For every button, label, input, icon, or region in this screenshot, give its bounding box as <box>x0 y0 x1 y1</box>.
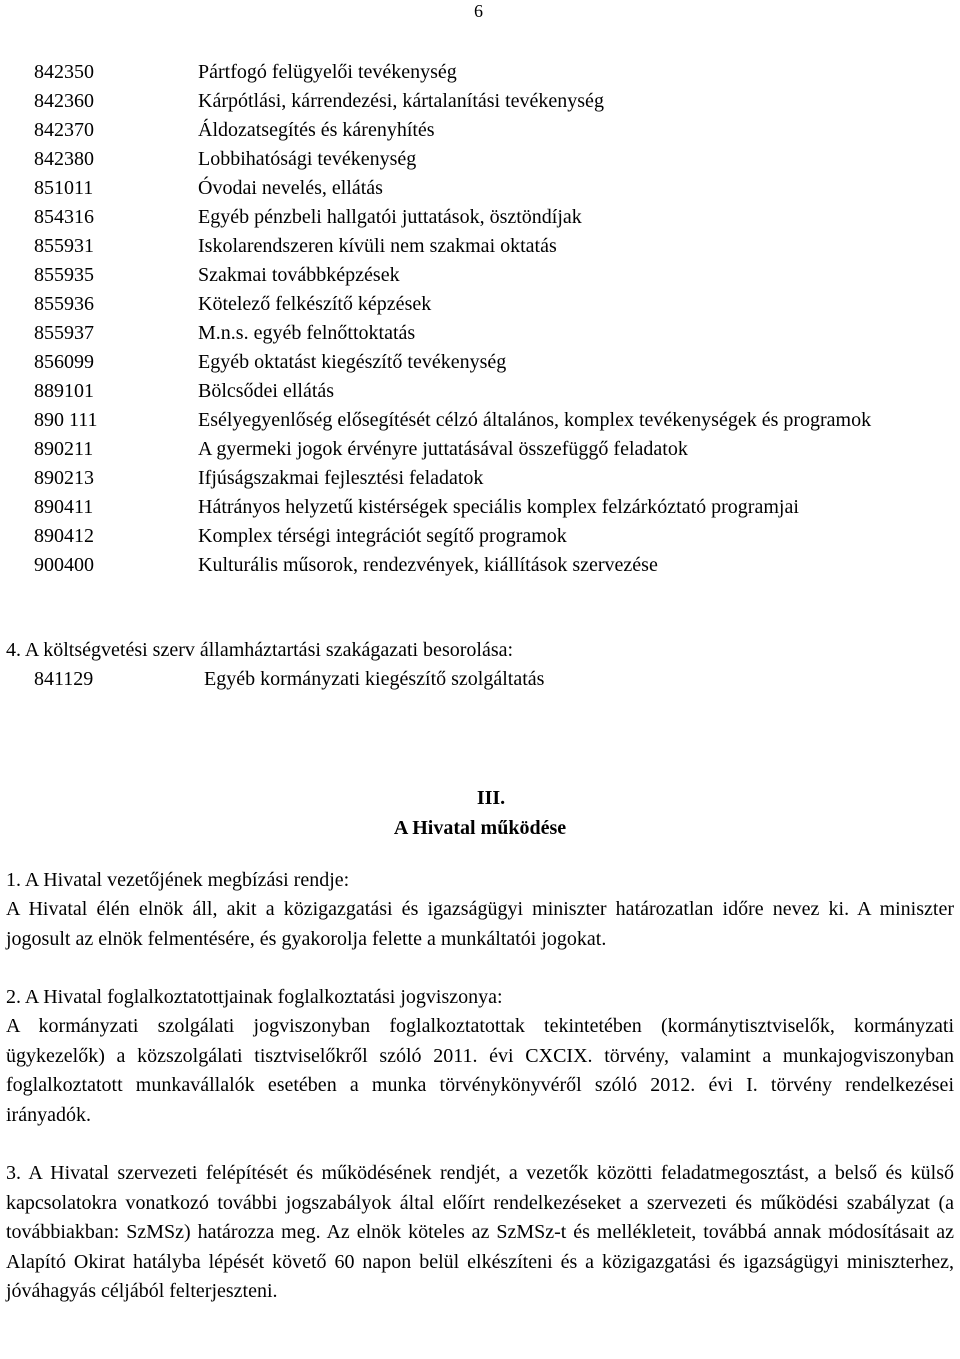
activity-desc: Pártfogó felügyelői tevékenység <box>198 61 457 83</box>
activity-row <box>34 551 934 580</box>
activity-code: 842370 <box>34 119 94 141</box>
activity-desc: Áldozatsegítés és kárenyhítés <box>198 119 435 141</box>
activity-row <box>34 203 934 232</box>
activity-code: 890213 <box>34 467 94 489</box>
activity-code: 855935 <box>34 264 94 286</box>
activity-code: 890 111 <box>34 409 98 431</box>
activity-desc: Szakmai továbbképzések <box>198 264 400 286</box>
activity-code-table <box>34 58 934 580</box>
activity-code: 851011 <box>34 177 94 199</box>
section-4-desc: Egyéb kormányzati kiegészítő szolgáltatás <box>204 668 545 690</box>
activity-code: 855931 <box>34 235 94 257</box>
paragraph-1-heading: 1. A Hivatal vezetőjének megbízási rendje: <box>6 869 350 891</box>
activity-desc: Ifjúságszakmai fejlesztési feladatok <box>198 467 484 489</box>
activity-row <box>34 58 934 87</box>
section-4-row <box>6 665 930 694</box>
activity-row <box>34 145 934 174</box>
activity-row <box>34 261 934 290</box>
activity-row <box>34 319 934 348</box>
activity-row <box>34 290 934 319</box>
activity-row <box>34 522 934 551</box>
activity-desc: A gyermeki jogok érvényre juttatásával összefüggő feladatok <box>198 438 688 460</box>
activity-code: 890412 <box>34 525 94 547</box>
activity-desc: Egyéb oktatást kiegészítő tevékenység <box>198 351 507 373</box>
activity-desc: Komplex térségi integrációt segítő programok <box>198 525 567 547</box>
body-text <box>6 866 954 1307</box>
activity-code: 856099 <box>34 351 94 373</box>
activity-desc: Óvodai nevelés, ellátás <box>198 177 383 199</box>
activity-desc: M.n.s. egyéb felnőttoktatás <box>198 322 416 344</box>
activity-desc: Esélyegyenlőség elősegítését célzó általános, komplex tevékenységek és programok <box>198 409 872 431</box>
activity-code: 855937 <box>34 322 94 344</box>
activity-desc: Iskolarendszeren kívüli nem szakmai oktatás <box>198 235 557 257</box>
activity-desc: Kötelező felkészítő képzések <box>198 293 432 315</box>
activity-row <box>34 493 934 522</box>
activity-code: 842360 <box>34 90 94 112</box>
section-4 <box>6 636 930 694</box>
section-4-heading: 4. A költségvetési szerv államháztartási szakágazati besorolása: <box>6 639 514 661</box>
activity-row <box>34 116 934 145</box>
activity-row <box>34 464 934 493</box>
activity-row <box>34 87 934 116</box>
activity-row <box>34 348 934 377</box>
activity-code: 842350 <box>34 61 94 83</box>
activity-desc: Kulturális műsorok, rendezvények, kiállítások szervezése <box>198 554 658 576</box>
activity-desc: Hátrányos helyzetű kistérségek speciális komplex felzárkóztató programjai <box>198 496 799 518</box>
activity-row <box>34 232 934 261</box>
activity-code: 890211 <box>34 438 94 460</box>
activity-desc: Bölcsődei ellátás <box>198 380 335 402</box>
activity-row <box>34 377 934 406</box>
activity-code: 889101 <box>34 380 94 402</box>
activity-code: 842380 <box>34 148 94 170</box>
chapter-title: A Hivatal működése <box>393 817 567 839</box>
chapter-number: III. <box>476 787 506 809</box>
paragraph-1-text: A Hivatal élén elnök áll, akit a közigazgatási és igazságügyi miniszter határozatlan időre nevez ki. A miniszter jogosult az elnök felmentésére, és gyakorolja felette a munkáltatói jogokat. <box>6 898 954 950</box>
activity-desc: Lobbihatósági tevékenység <box>198 148 417 170</box>
page-number: 6 <box>474 1 483 21</box>
activity-row <box>34 435 934 464</box>
activity-code: 900400 <box>34 554 94 576</box>
activity-code: 855936 <box>34 293 94 315</box>
activity-desc: Kárpótlási, kárrendezési, kártalanítási tevékenység <box>198 90 604 112</box>
section-4-code: 841129 <box>34 668 94 690</box>
paragraph-2-heading: 2. A Hivatal foglalkoztatottjainak foglalkoztatási jogviszonya: <box>6 986 503 1008</box>
activity-row <box>34 174 934 203</box>
activity-code: 854316 <box>34 206 94 228</box>
activity-desc: Egyéb pénzbeli hallgatói juttatások, ösztöndíjak <box>198 206 582 228</box>
paragraph-2-text: A kormányzati szolgálati jogviszonyban foglalkoztatottak tekintetében (kormánytisztviselők, kormányzati ügykezelők) a közszolgálati tisztviselőkről szóló 2011. évi CXCIX. törvény, valamint a munkajogviszonyban foglalkoztatott munkavállalók esetében a munka törvénykönyvéről szóló 2012. évi I. törvény rendelkezései irányadók. <box>6 1015 954 1126</box>
paragraph-3-text: 3. A Hivatal szervezeti felépítését és működésének rendjét, a vezetők közötti feladatmegosztást, a belső és külső kapcsolatokra vonatkozó további jogszabályok által előírt rendelkezéseket a szervezeti és működési szabályzat (a továbbiakban: SzMSz) határozza meg. Az elnök köteles az SzMSz-t és mellékleteit, továbbá annak módosításait az Alapító Okirat hatályba lépését követő 60 napon belül elkészíteni és a közigazgatási és igazságügyi miniszterhez, jóváhagyás céljából felterjeszteni. <box>6 1162 954 1302</box>
activity-code: 890411 <box>34 496 94 518</box>
activity-row <box>34 406 934 435</box>
